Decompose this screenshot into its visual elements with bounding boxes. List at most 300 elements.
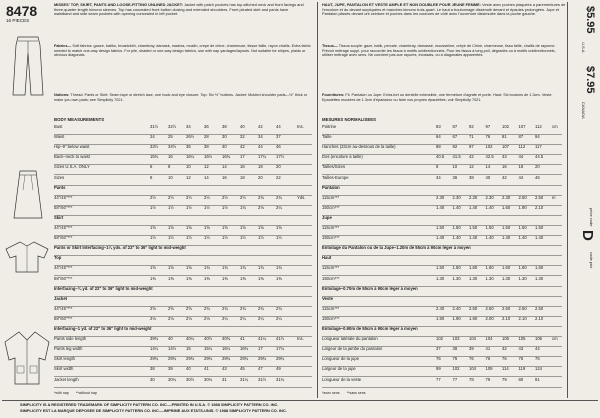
measurement-row-label: 115cm***: [322, 194, 340, 200]
measurement-cell: 1.50: [485, 225, 494, 230]
footnote-with-nap: *with nap: [54, 391, 69, 395]
french-fournitures: [322, 93, 566, 102]
measurement-cell: 1.30: [436, 275, 445, 281]
measurement-cell: 30¼: [168, 376, 177, 382]
fournitures-1: Haut: Six boutons de 1.3cm. Veste: Epaulettes moulées de 1.3cm d'épaisseur ou faire vos propres: [322, 93, 553, 102]
measurement-cell: 2¾: [276, 194, 282, 200]
measurement-cell: 1.50: [469, 225, 478, 230]
measurement-cell: 2⅛: [204, 315, 210, 321]
measurement-cell: 2.10: [535, 315, 544, 321]
measurement-cell: 2.50: [535, 305, 544, 311]
measurement-cell: 1.30: [452, 275, 461, 281]
french-desc-2: devant ont ceinture et poches dans les coutures de côté avec l'ouverture dissimulée dans la poche gauche.: [351, 11, 537, 17]
measurement-cell: 1½: [240, 235, 246, 241]
measurement-cell: 1.90: [518, 204, 527, 210]
measurement-cell: 44: [276, 124, 281, 129]
measurement-cell: 2.50: [518, 305, 527, 311]
measurement-cell: 1.60: [535, 265, 544, 271]
measurement-cell: 10: [168, 174, 173, 180]
measurement-cell: 40¼: [186, 336, 195, 342]
measurement-cell: 92: [452, 144, 458, 150]
measurement-cell: 2.40: [452, 305, 461, 311]
price-code-letter: D: [579, 230, 596, 241]
measurement-cell: 1.90: [436, 315, 445, 321]
row-rule: [54, 164, 312, 165]
measurement-cell: 40½: [204, 336, 213, 342]
measurement-cell: 49: [276, 366, 281, 372]
measurement-cell: 42: [258, 124, 263, 129]
measurement-cell: 92: [469, 124, 474, 129]
measurement-cell: 102: [452, 366, 460, 372]
measurement-cell: 28: [204, 134, 209, 140]
measurement-cell: 1.50: [436, 265, 445, 271]
measurement-cell: 76: [485, 356, 491, 362]
measurement-cell: 109: [485, 366, 493, 372]
measurement-row-label: 115cm***: [322, 225, 340, 230]
pants-drawing: [6, 35, 50, 97]
measurement-row-label: 150cm***: [322, 235, 340, 241]
measurement-row-label: 58"/60"***: [54, 204, 73, 210]
measurement-cell: 16¼: [186, 154, 195, 160]
measurement-cell: 42.5: [485, 154, 494, 160]
measurement-cell: 47: [258, 366, 263, 372]
measurement-cell: 1⅝: [204, 225, 210, 230]
row-rule: [54, 296, 312, 297]
measurement-cell: 1.90: [452, 315, 461, 321]
measurement-cell: 1.30: [485, 275, 494, 281]
footnote-sans-sens: **sans sens: [346, 391, 366, 395]
tissus-2: unidirectionnels. Pour les tissus à long poil, dégradés ou à motifs unidirectionnels, utiliser métrage: [322, 48, 556, 58]
measurement-cell: 14½: [168, 346, 177, 352]
measurement-row-label: 150cm***: [322, 315, 340, 321]
measurement-cell: 107: [502, 144, 509, 150]
measurement-cell: 33½: [150, 144, 159, 150]
french-description: [322, 3, 566, 17]
row-rule: [54, 144, 312, 145]
measurement-cell: 20: [258, 174, 263, 180]
measurement-cell: 1.40: [518, 235, 527, 241]
measurement-cell: 77: [436, 376, 441, 382]
row-rule: [54, 265, 312, 266]
measurement-cell: 2⅛: [150, 315, 156, 321]
notions-label: Notions:: [54, 93, 70, 97]
row-rule: [54, 134, 312, 135]
measurement-row-label: Sizes: [54, 174, 65, 180]
row-rule: [54, 376, 312, 377]
measurement-cell: 36: [452, 174, 458, 180]
measurement-cell: 1.40: [452, 235, 461, 241]
measurement-unit: m: [552, 194, 556, 200]
measurement-cell: 2½: [222, 194, 228, 200]
measurement-cell: 39: [168, 366, 173, 372]
fournitures-label: Fournitures:: [322, 93, 345, 97]
measurement-cell: 46: [535, 174, 540, 180]
row-rule: [54, 195, 312, 196]
english-measurements-header: BODY MEASUREMENTS: [54, 117, 105, 122]
measurement-cell: 1.50: [452, 225, 461, 230]
measurement-cell: 1.60: [485, 265, 494, 271]
measurement-cell: 41.5: [452, 154, 461, 160]
measurement-cell: 99: [436, 366, 441, 372]
measurement-row-label: Top: [54, 255, 62, 261]
measurement-cell: 2.50: [469, 305, 478, 311]
measurement-row-label: Entoilage–0.90m de 55cm à 90cm léger à moyen: [322, 326, 418, 331]
top-sketch: [4, 240, 50, 274]
measurement-cell: 76: [535, 356, 540, 362]
footnote-without-nap: **without nap: [75, 391, 97, 395]
measurement-cell: 8: [168, 164, 171, 170]
measurement-cell: 36: [186, 144, 191, 150]
measurement-row-label: Skirt length: [54, 356, 75, 362]
measurement-cell: 1.50: [535, 225, 544, 230]
measurement-cell: 64: [436, 134, 441, 140]
row-rule: [54, 346, 312, 347]
measurement-cell: 31¼: [240, 376, 249, 382]
french-measurements-table: [322, 125, 562, 390]
measurement-row-label: 150cm***: [322, 204, 340, 210]
measurement-cell: 42: [502, 174, 507, 180]
measurement-cell: 2¾: [258, 194, 264, 200]
measurement-cell: 119: [518, 366, 526, 372]
measurement-cell: 1½: [168, 204, 174, 210]
measurement-row-label: Dos (encolure à taille): [322, 154, 363, 160]
fabrics-2: design fabrics. For pile, shaded or one-way design fabrics, use with nap yardages/layouts.: [98, 48, 251, 53]
measurement-cell: 79: [502, 376, 507, 382]
measurement-row-label: Interfacing–1 yd. of 22" to 36" light to mid-weight: [54, 326, 152, 331]
measurement-cell: 112: [535, 124, 542, 129]
measurement-cell: 30: [150, 376, 155, 382]
measurement-cell: 30: [222, 134, 227, 140]
measurement-cell: 15: [186, 346, 191, 352]
measurement-cell: 2.50: [518, 194, 527, 200]
row-rule: [322, 174, 562, 175]
measurement-cell: 2⅝: [186, 305, 192, 311]
measurement-row-label: Jupe: [322, 214, 332, 220]
measurement-cell: 76: [502, 356, 507, 362]
measurement-cell: 2.10: [518, 315, 527, 321]
measurement-cell: 1⅝: [168, 265, 174, 271]
measurement-row-label: Entoilage du Pantalon ou de la Jupe–1.20m de 55cm à 90cm léger à moyen: [322, 245, 471, 251]
measurement-cell: 31¾: [276, 376, 285, 382]
measurement-row-label: Tailles-Europe: [322, 174, 349, 180]
measurement-cell: 16¼: [222, 346, 231, 352]
measurement-cell: 44: [258, 144, 263, 150]
measurement-cell: 1.50: [518, 225, 527, 230]
measurement-cell: 40: [168, 336, 173, 342]
measurement-cell: 76: [518, 356, 524, 362]
measurement-cell: 88: [436, 144, 441, 150]
measurement-cell: 102: [436, 336, 443, 342]
measurement-cell: 38: [204, 144, 209, 150]
measurement-cell: 43: [222, 366, 227, 372]
measurement-cell: 87: [518, 134, 524, 140]
english-description: [54, 3, 306, 17]
pants-sketch: [6, 35, 50, 97]
measurement-cell: 31½: [150, 124, 159, 129]
measurement-cell: 18: [240, 174, 245, 180]
measurement-row-label: 44"/45"***: [54, 194, 73, 200]
english-footnotes: [54, 392, 97, 396]
measurement-cell: 17¼: [258, 154, 267, 160]
measurement-row-label: 58"/60"***: [54, 315, 73, 321]
measurement-cell: 1⅝: [150, 265, 156, 271]
measurement-cell: 2½: [240, 194, 246, 200]
measurement-cell: 76: [436, 356, 441, 362]
measurement-cell: 71: [469, 134, 474, 140]
measurement-cell: 1⅜: [186, 275, 192, 281]
measurement-cell: 1¾: [276, 265, 282, 271]
measurement-cell: 2½: [204, 194, 210, 200]
measurement-row-label: Pants leg width: [54, 346, 83, 352]
measurement-cell: 1.90: [469, 315, 478, 321]
english-fabrics: [54, 44, 312, 58]
row-rule: [54, 235, 312, 236]
measurement-cell: 80: [518, 376, 524, 382]
measurement-cell: 40¾: [222, 336, 231, 342]
measurement-cell: 16: [502, 164, 507, 170]
measurement-cell: 1½: [204, 235, 210, 241]
measurement-cell: 12: [469, 164, 474, 170]
measurement-cell: 31½: [258, 376, 267, 382]
measurement-cell: 1½: [276, 235, 282, 241]
measurement-cell: 1.60: [518, 265, 527, 271]
measurement-row-label: 58"/60"***: [54, 275, 73, 281]
measurement-cell: 18: [518, 164, 524, 170]
measurement-cell: 97: [469, 144, 474, 150]
row-rule: [54, 185, 312, 186]
footer-line-english: SIMPLICITY IS A REGISTERED TRADEMARK OF SIMPLICITY PATTERN CO. INC.—PRINTED IN U.S.A. © 1988 SIMPLICITY PATTERN CO. INC.: [20, 402, 279, 407]
footer-line-french: SIMPLICITY EST LA MARQUE DEPOSEE DE SIMPLICITY PATTERN CO. INC.—IMPRIME AUX ETATS-UNIS. © 1988 SIMPLICITY PATTERN CO. INC.: [20, 408, 287, 413]
measurement-cell: 78: [469, 376, 474, 382]
measurement-cell: 104: [469, 336, 476, 342]
measurement-cell: 37: [276, 134, 281, 140]
measurement-cell: 79: [485, 376, 491, 382]
measurement-row-label: Bust: [54, 124, 63, 129]
measurement-cell: 29¾: [222, 356, 231, 362]
measurement-cell: 12: [204, 164, 209, 170]
measurement-cell: 1⅝: [222, 225, 228, 230]
top-drawing: [4, 240, 50, 274]
measurement-cell: 1¾: [240, 265, 246, 271]
measurement-cell: 2½: [150, 194, 156, 200]
measurement-cell: 14: [222, 164, 227, 170]
measurement-cell: 94: [535, 134, 540, 140]
measurement-cell: 14: [485, 164, 491, 170]
measurement-cell: 42: [240, 144, 245, 150]
measurement-cell: 1½: [186, 204, 192, 210]
measurement-cell: 81: [502, 134, 507, 140]
measurement-cell: 114: [502, 366, 509, 372]
measurement-cell: 1½: [258, 235, 264, 241]
measurement-cell: 81: [535, 376, 540, 382]
measurement-cell: 29¾: [150, 356, 159, 362]
measurement-cell: 41¼: [258, 336, 267, 342]
measurement-cell: 2.10: [502, 315, 511, 321]
measurement-row-label: Skirt width: [54, 366, 74, 372]
measurement-cell: 102: [502, 124, 509, 129]
measurement-cell: 16: [222, 174, 227, 180]
measurement-row-label: Back–neck to waist: [54, 154, 90, 160]
measurement-cell: 97: [485, 124, 491, 129]
measurement-row-label: Poitrine: [322, 124, 337, 129]
price-usa: $5.95: [584, 6, 596, 34]
measurement-cell: 37: [436, 346, 441, 352]
measurement-cell: 2.40: [436, 305, 445, 311]
measurement-cell: 44.5: [535, 154, 544, 160]
measurement-cell: 12: [186, 174, 191, 180]
french-footnotes: [322, 392, 366, 396]
measurement-cell: 1.60: [502, 265, 511, 271]
measurement-cell: 1⅝: [186, 265, 192, 271]
price-usa-label: U.S.A.: [581, 42, 586, 54]
measurement-cell: 20: [535, 164, 540, 170]
measurement-cell: 1.40: [485, 204, 494, 210]
measurement-cell: 8: [150, 174, 153, 180]
fabrics-0: Soft fabrics: gauze, batiks, broadcloth, chambray, damask, madras, muslin, crepe de: [72, 44, 215, 48]
tissus-3: avec sens. Ne convient pas aux rayures, écossais, ou à diagonales apparentes.: [349, 53, 484, 58]
measurement-cell: 2.50: [485, 305, 494, 311]
measurement-cell: 32: [240, 134, 245, 140]
measurement-cell: 2¼: [276, 315, 282, 321]
measurement-cell: 16¾: [222, 154, 231, 160]
measurement-cell: 1¾: [222, 265, 228, 271]
measurement-cell: 1½: [186, 235, 192, 241]
measurement-cell: 1⅝: [240, 225, 246, 230]
measurement-cell: 41: [204, 366, 209, 372]
measurement-row-label: Largeur de la jambe du pantalon: [322, 346, 383, 352]
measurement-row-label: 115cm***: [322, 305, 340, 311]
measurement-cell: 42: [469, 154, 474, 160]
measurement-unit: Yds.: [297, 194, 306, 200]
measurement-unit: Ins.: [297, 336, 304, 342]
pattern-number: 8478: [6, 3, 38, 19]
measurement-cell: 2¼: [258, 315, 264, 321]
measurement-cell: 2¾: [204, 305, 210, 311]
measurement-cell: 2⅛: [186, 315, 192, 321]
price-column: [568, 2, 598, 398]
measurement-cell: 34: [436, 174, 441, 180]
row-rule: [322, 134, 562, 135]
measurement-cell: 14: [204, 174, 209, 180]
english-notions: [54, 93, 312, 102]
measurement-cell: 2.30: [469, 194, 478, 200]
french-title: HAUT, JUPE, PANTALON ET VESTE AMPLE ET NON DOUBLEE POUR JEUNE FEMME:: [322, 2, 482, 7]
measurement-cell: 1⅜: [204, 275, 210, 281]
row-rule: [54, 205, 312, 206]
measurement-cell: 30¾: [204, 376, 213, 382]
measurement-cell: 1½: [150, 204, 156, 210]
measurement-cell: 30½: [186, 376, 195, 382]
row-rule: [54, 387, 312, 388]
measurement-cell: 34: [258, 134, 263, 140]
measurement-cell: 1⅜: [222, 275, 228, 281]
measurement-cell: 1.40: [485, 235, 494, 241]
measurement-row-label: Tailles/Sizes: [322, 164, 346, 170]
measurement-cell: 76: [452, 356, 458, 362]
row-rule: [54, 215, 312, 216]
measurement-cell: 40: [222, 144, 227, 150]
measurement-cell: 1.40: [436, 235, 445, 241]
measurement-cell: 2.30: [485, 194, 494, 200]
row-rule: [322, 215, 562, 216]
measurement-cell: 87: [452, 124, 458, 129]
measurement-cell: 104: [469, 366, 476, 372]
row-rule: [54, 316, 312, 317]
measurement-cell: 40.5: [436, 154, 445, 160]
fabrics-1: chine, charmeuse, tissue faille, rayon challis. Extra fabric needed to match one-way: [54, 44, 311, 53]
measurement-cell: 32½: [168, 124, 177, 129]
english-desc-1: Top has concealed front button closing and extended shoulders. Front pleated skirt and pants have: [118, 6, 289, 12]
measurement-row-label: Pants side length: [54, 336, 87, 342]
measurement-cell: 1.30: [502, 275, 511, 281]
measurement-row-label: 44"/45"***: [54, 225, 73, 230]
measurement-cell: 1½: [204, 204, 210, 210]
measurement-cell: 2.50: [535, 194, 544, 200]
tissus-1: tissu faille, challis de rayonne. Prévoir métrage suppl. pour raccorder les tissus à motifs: [322, 44, 556, 53]
measurement-row-label: 115cm***: [322, 265, 340, 271]
measurement-cell: 38: [222, 124, 227, 129]
measurement-cell: 2⅛: [258, 204, 264, 210]
measurement-cell: 104: [485, 336, 493, 342]
measurement-cell: 2¾: [276, 305, 282, 311]
measurement-cell: 1.40: [502, 235, 511, 241]
measurement-cell: 29¾: [276, 356, 285, 362]
measurement-cell: 1½: [150, 235, 156, 241]
measurement-cell: 1½: [222, 204, 228, 210]
measurement-cell: 2.30: [452, 194, 461, 200]
measurement-cell: 34: [186, 124, 191, 129]
fabrics-3: Not suitable for stripes, plaids or obvious diagonals.: [54, 48, 306, 58]
jacket-drawing: [3, 330, 51, 386]
measurement-cell: 2½: [168, 194, 174, 200]
measurement-cell: 1.30: [469, 275, 478, 281]
measurement-cell: 2⅝: [168, 305, 174, 311]
measurement-cell: 1.40: [469, 204, 478, 210]
measurement-row-label: Longueur de la veste: [322, 376, 362, 382]
measurement-cell: 22: [276, 174, 281, 180]
measurement-cell: 34½: [168, 144, 177, 150]
measurement-cell: 43: [518, 346, 524, 352]
measurement-row-label: Largeur de la jupe: [322, 366, 356, 372]
fabrics-label: Fabrics—: [54, 44, 72, 48]
measurement-cell: 15¾: [150, 154, 159, 160]
fournitures-0: Fil. Pantalon ou Jupe: Extra-fort ou dentelle extensible, une fermeture d'agrafe et porte.: [345, 93, 492, 97]
fournitures-2: épaulettes; voir Simplicity 7021.: [428, 97, 482, 102]
measurement-cell: 83: [436, 124, 441, 129]
measurement-unit: Ins.: [297, 124, 304, 129]
measurement-cell: 1⅝: [168, 225, 174, 230]
measurement-cell: 6: [150, 164, 153, 170]
row-rule: [54, 275, 312, 276]
measurement-cell: 1⅜: [240, 275, 246, 281]
measurement-cell: 39: [469, 346, 474, 352]
tissus-0: Tissus souple: gaze, batik, percale, chambray, damassé, mousseline, crêpe de Chine, charmeuse,: [338, 44, 505, 48]
measurement-cell: 20: [276, 164, 281, 170]
french-desc-1: trois-quart. Le haut a boutonnage dissimulé devant et épaules prolongées. Jupe et Pantalon plissés: [322, 6, 559, 17]
tissus-label: Tissus—: [322, 44, 338, 48]
price-canada-label: CANADA: [581, 102, 586, 119]
measurement-cell: 1⅜: [276, 275, 282, 281]
measurement-row-label: 44"/45"***: [54, 265, 73, 271]
measurement-cell: 16: [168, 154, 173, 160]
measurement-row-label: Taille: [322, 134, 332, 140]
measurement-cell: 16: [240, 164, 245, 170]
measurement-cell: 2½: [186, 194, 192, 200]
row-rule: [54, 174, 312, 175]
measurement-cell: 40: [186, 366, 191, 372]
measurement-cell: 1.50: [436, 225, 445, 230]
skirt-sketch: [8, 168, 48, 220]
